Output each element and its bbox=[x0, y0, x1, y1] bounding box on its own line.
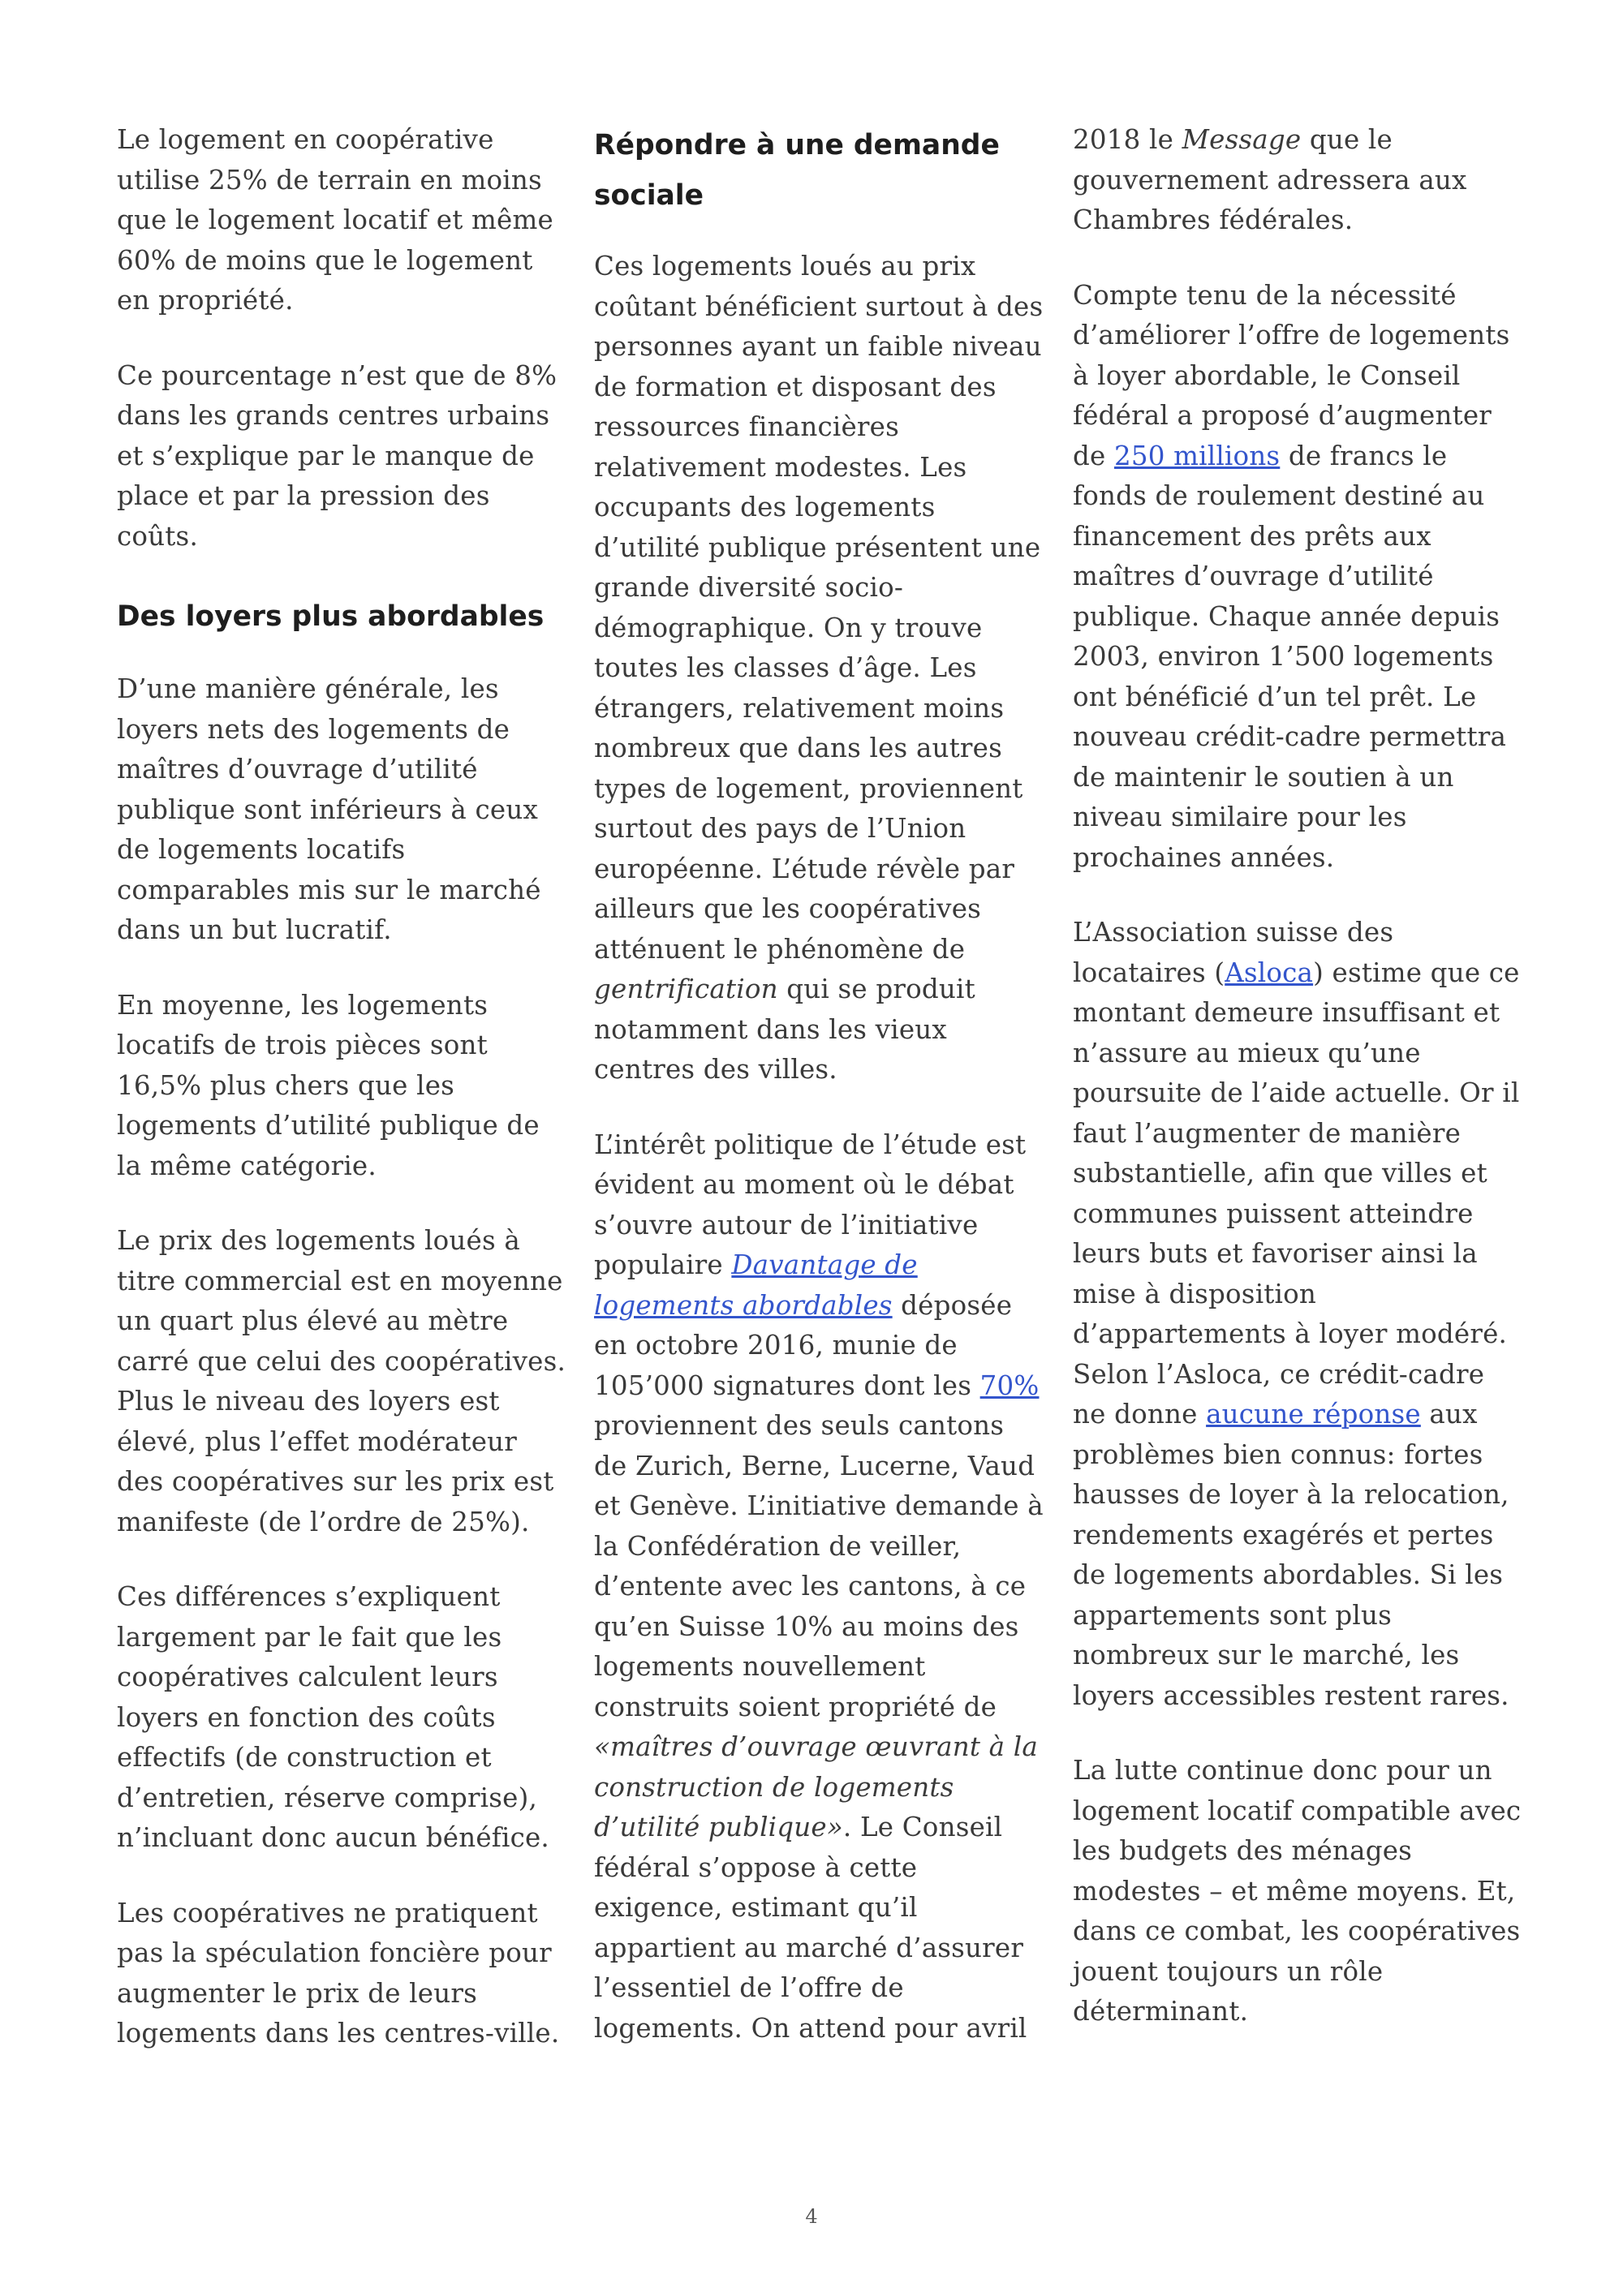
paragraph bbox=[594, 247, 1045, 1090]
text-run: qui se produit notamment dans les vieux centres des villes. bbox=[594, 974, 975, 1085]
paragraph: Ce pourcentage n’est que de 8% dans les grands centres urbains et s’explique par le manque de place et par la pression des coûts. bbox=[117, 359, 558, 552]
text-run: Compte tenu de la nécessité d’améliorer l’offre de logements à loyer abordable, le Conseil fédéral a proposé d’augmenter de bbox=[1073, 279, 1510, 471]
paragraph bbox=[594, 1125, 1045, 2049]
paragraph bbox=[1073, 276, 1524, 879]
page-number: 4 bbox=[805, 2205, 818, 2228]
column-right bbox=[1073, 120, 1524, 2067]
text-run: aux problèmes bien connus: fortes hausses de loyer à la relocation, rendements exagérés et pertes de logements abordables. Si les appartements sont plus nombreux sur le marché, les loyers accessibles restent rares. bbox=[1073, 1399, 1509, 1711]
text-run: ) estime que ce montant demeure insuffisant et n’assure au mieux qu’une poursuite de l’aide actuelle. Or il faut l’augmenter de manière substantielle, afin que villes et communes puissent atteindre leurs buts et favoriser ainsi la mise à disposition d’appartements à loyer modéré. Selon l’Asloca, ce crédit-cadre ne donne bbox=[1073, 957, 1520, 1430]
text-run: L’Association suisse des locataires ( bbox=[1073, 917, 1394, 988]
text-run: Ces logements loués au prix coûtant bénéficient surtout à des personnes ayant un faible niveau de formation et disposant des ressources financières relativement modestes. Les occupants des logements d’utilité publique présentent une grande diversité socio-démographique. On y trouve toutes les classes d’âge. Les étrangers, relativement moins nombreux que dans les autres types de logement, proviennent surtout des pays de l’Union européenne. L’étude révèle par ailleurs que les coopératives atténuent le phénomène de bbox=[594, 251, 1044, 965]
millions-link[interactable]: 250 millions bbox=[1113, 440, 1281, 471]
percentage-link[interactable]: 70% bbox=[979, 1369, 1040, 1401]
paragraph: Le prix des logements loués à titre commercial est en moyenne un quart plus élevé au mètre carré que celui des coopératives. Plus le niveau des loyers est élevé, plus l’effet modérateur des coopératives sur les prix est manifeste (de l’ordre de 25%). bbox=[117, 1225, 566, 1537]
text-run: L’intérêt politique de l’étude est évident au moment où le débat s’ouvre autour de l’initiative populaire bbox=[594, 1129, 1027, 1280]
text-run: déposée en octobre 2016, munie de 105’000 signatures dont les bbox=[594, 1289, 1013, 1401]
text-run: 2018 le bbox=[1073, 124, 1182, 155]
text-run: proviennent des seuls cantons de Zurich, Berne, Lucerne, Vaud et Genève. L’initiative demande à la Confédération de veiller, d’entente avec les cantons, à ce qu’en Suisse 10% au moins des logements nouvellement construits soient propriété de bbox=[594, 1410, 1044, 1722]
text-run: . Le Conseil fédéral s’oppose à cette exigence, estimant qu’il appartient au marché d’assurer l’essentiel de l’offre de logements. On attend pour avril bbox=[594, 1812, 1027, 2044]
text-run: de francs le fonds de roulement destiné au financement des prêts aux maîtres d’ouvrage d’utilité publique. Chaque année depuis 2003, environ 1’500 logements ont bénéficié d’un tel prêt. Le nouveau crédit-cadre permettra de maintenir le soutien à un niveau similaire pour les prochaines années. bbox=[1073, 440, 1507, 873]
section-heading-demande-sociale: Répondre à une demande sociale bbox=[594, 129, 1000, 212]
paragraph: Les coopératives ne pratiquent pas la spéculation foncière pour augmenter le prix de leurs logements dans les centres-ville. bbox=[117, 1897, 560, 2049]
aucune-reponse-link[interactable]: aucune réponse bbox=[1206, 1399, 1421, 1430]
column-left bbox=[117, 120, 568, 2089]
italic-term: Message bbox=[1182, 124, 1302, 155]
paragraph: Le logement en coopérative utilise 25% de terrain en moins que le logement locatif et même 60% de moins que le logement en propriété. bbox=[117, 124, 553, 316]
paragraph: Ces différences s’expliquent largement par le fait que les coopératives calculent leurs loyers en fonction des coûts effectifs (de construction et d’entretien, réserve comprise), n’incluant donc aucun bénéfice. bbox=[117, 1581, 549, 1853]
asloca-link[interactable]: Asloca bbox=[1225, 957, 1314, 988]
paragraph: La lutte continue donc pour un logement locatif compatible avec les budgets des ménages modestes – et même moyens. Et, dans ce combat, les coopératives jouent toujours un rôle déterminant. bbox=[1073, 1755, 1522, 2027]
column-middle bbox=[594, 120, 1045, 2083]
text-run: que le gouvernement adressera aux Chambres fédérales. bbox=[1073, 124, 1467, 235]
paragraph: En moyenne, les logements locatifs de trois pièces sont 16,5% plus chers que les logements d’utilité publique de la même catégorie. bbox=[117, 989, 540, 1181]
paragraph: D’une manière générale, les loyers nets des logements de maîtres d’ouvrage d’utilité publique sont inférieurs à ceux de logements locatifs comparables mis sur le marché dans un but lucratif. bbox=[117, 673, 541, 945]
italic-term: gentrification bbox=[594, 974, 778, 1004]
paragraph bbox=[1073, 120, 1524, 241]
paragraph bbox=[1073, 913, 1524, 1716]
link-text: Davantage de logements abordables bbox=[594, 1249, 918, 1321]
italic-quote: «maîtres d’ouvrage œuvrant à la construction de logements d’utilité publique» bbox=[594, 1731, 1038, 1842]
section-heading-loyers: Des loyers plus abordables bbox=[117, 600, 545, 633]
